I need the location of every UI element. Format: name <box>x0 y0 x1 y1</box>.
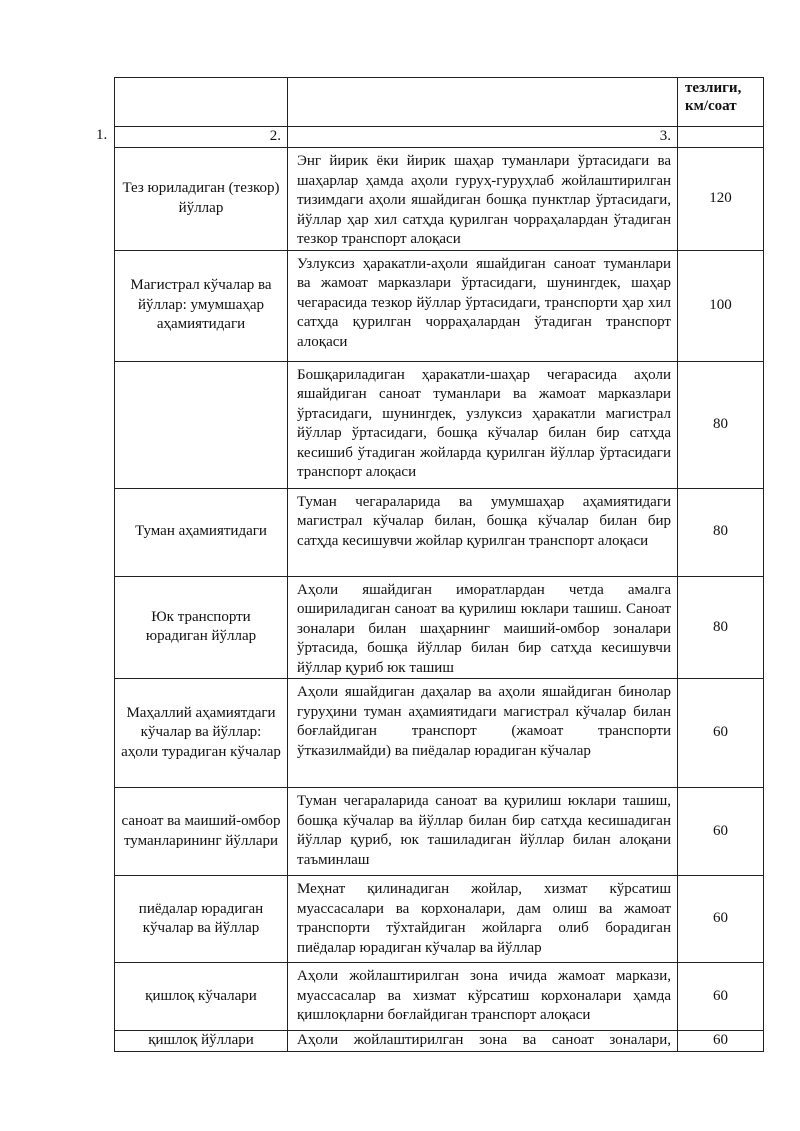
description-text: Аҳоли яшайдиган иморатлардан четда амалга ошириладиган саноат ва қурилиш юклари ташиш. Саноат зоналари билан шаҳарнинг маиший-омбор зоналари ўртасида, бошқа йўллар билан бир сатҳда кесишувчи йўллар қуриб юк ташиш <box>297 581 671 676</box>
description-text: Туман чегараларида ва умумшаҳар аҳамиятидаги магистрал кўчалар билан, бошқа кўчалар билан бир сатҳда кесишувчи жойлар қурилган транспорт алоқаси <box>297 493 671 549</box>
table-row <box>115 788 764 876</box>
description-text: Аҳоли яшайдиган даҳалар ва аҳоли яшайдиган бинолар гуруҳини туман аҳамиятидаги магистрал кўчалар билан боғлайдиган транспорт (жамоат транспорти ўтказилмайди) ва пиёдалар юрадиган кўчалар <box>297 684 671 759</box>
road-type-description <box>288 576 678 679</box>
road-type-description <box>288 488 678 576</box>
table-row <box>115 361 764 488</box>
speed-value: 80 <box>678 488 764 576</box>
description-text: Аҳоли жойлаштирилган зона ва саноат зоналари, <box>297 1032 671 1048</box>
speed-value: 80 <box>678 361 764 488</box>
speed-value: 60 <box>678 876 764 963</box>
column-number-3: 3. <box>288 127 678 148</box>
road-type-name: Маҳаллий аҳамиятдаги кўчалар ва йўллар: аҳоли турадиган кўчалар <box>115 679 288 788</box>
road-type-description <box>288 876 678 963</box>
header-cell-description <box>288 78 678 127</box>
description-text: Аҳоли жойлаштирилган зона ичида жамоат маркази, муассасалар ва хизмат кўрсатиш корхоналари ҳамда қишлоқларни боғлайдиган транспорт алоқаси <box>297 968 671 1023</box>
road-type-name: Юк транспорти юрадиган йўллар <box>115 576 288 679</box>
road-type-name: қишлоқ йўллари <box>115 1031 288 1052</box>
street-classification-table <box>114 77 764 1052</box>
road-type-name: Туман аҳамиятидаги <box>115 488 288 576</box>
description-text: Туман чегараларида саноат ва қурилиш юклари ташиш, бошқа кўчалар ва йўллар билан бир сатҳда кесишадиган йўллар қуриб, юк ташиладиган йўллар билан алоқани таъминлаш <box>297 793 671 868</box>
table-row <box>115 876 764 963</box>
table-row <box>115 488 764 576</box>
header-cell-speed: тезлиги, км/соат <box>678 78 764 127</box>
description-text: Энг йирик ёки йирик шаҳар туманлари ўртасидаги ва шаҳарлар ҳамда аҳоли гуруҳ-гуруҳлаб жойлаштирилган тизимдаги аҳоли яшайдиган бошқа пунктлар ўртасидаги, йўллар ҳар хил сатҳда қурилган чорраҳалардан ўтадиган тезкор транспорт алоқаси <box>297 153 671 247</box>
column-number-1: 1. <box>96 127 108 143</box>
speed-value: 60 <box>678 679 764 788</box>
road-type-description <box>288 361 678 488</box>
speed-value: 60 <box>678 963 764 1031</box>
road-type-description <box>288 1031 678 1052</box>
road-type-name: Магистрал кўчалар ва йўллар: умумшаҳар аҳамиятидаги <box>115 250 288 361</box>
speed-value: 60 <box>678 788 764 876</box>
road-type-description <box>288 148 678 251</box>
table-row <box>115 148 764 251</box>
road-type-description <box>288 250 678 361</box>
speed-value: 120 <box>678 148 764 251</box>
speed-value: 60 <box>678 1031 764 1052</box>
table-row <box>115 576 764 679</box>
table-row <box>115 679 764 788</box>
column-numbers-row <box>115 127 764 148</box>
column-number-2: 2. <box>115 127 288 148</box>
road-type-name: қишлоқ кўчалари <box>115 963 288 1031</box>
table-row <box>115 250 764 361</box>
table-header-row <box>115 78 764 127</box>
speed-value: 80 <box>678 576 764 679</box>
table-row <box>115 1031 764 1052</box>
road-type-name: саноат ва маиший-омбор туманларининг йўллари <box>115 788 288 876</box>
description-text: Бошқариладиган ҳаракатли-шаҳар чегарасида аҳоли яшайдиган саноат туманлари ва жамоат марказлари ўртасидаги, шунингдек, узлуксиз ҳаракатли магистрал йўллар ўртасидаги, бошқа кўчалар билан бир сатҳда кесишиб ўтадиган жойларда қурилган йўллар ўртасидаги транспорт алоқаси <box>297 366 671 480</box>
road-type-name: Тез юриладиган (тезкор) йўллар <box>115 148 288 251</box>
road-type-name: пиёдалар юрадиган кўчалар ва йўллар <box>115 876 288 963</box>
road-type-name <box>115 361 288 488</box>
table-row <box>115 963 764 1031</box>
road-type-description <box>288 963 678 1031</box>
road-type-description <box>288 679 678 788</box>
description-text: Меҳнат қилинадиган жойлар, хизмат кўрсатиш муассасалари ва корхоналари, дам олиш ва жамоат транспорти тўхтайдиган жойларга олиб борадиган пиёдалар юрадиган кўчалар ва йўллар <box>297 881 671 956</box>
road-type-description <box>288 788 678 876</box>
header-cell-name <box>115 78 288 127</box>
description-text: Узлуксиз ҳаракатли-аҳоли яшайдиган саноат туманлари ва жамоат марказлари ўртасидаги, шунингдек, шаҳар чегарасида тезкор йўллар ўртасидаги, транспорти ҳар хил сатҳда қурилган чорраҳалардан ўтадиган транспорт алоқаси <box>297 255 671 350</box>
column-number-empty <box>678 127 764 148</box>
speed-value: 100 <box>678 250 764 361</box>
